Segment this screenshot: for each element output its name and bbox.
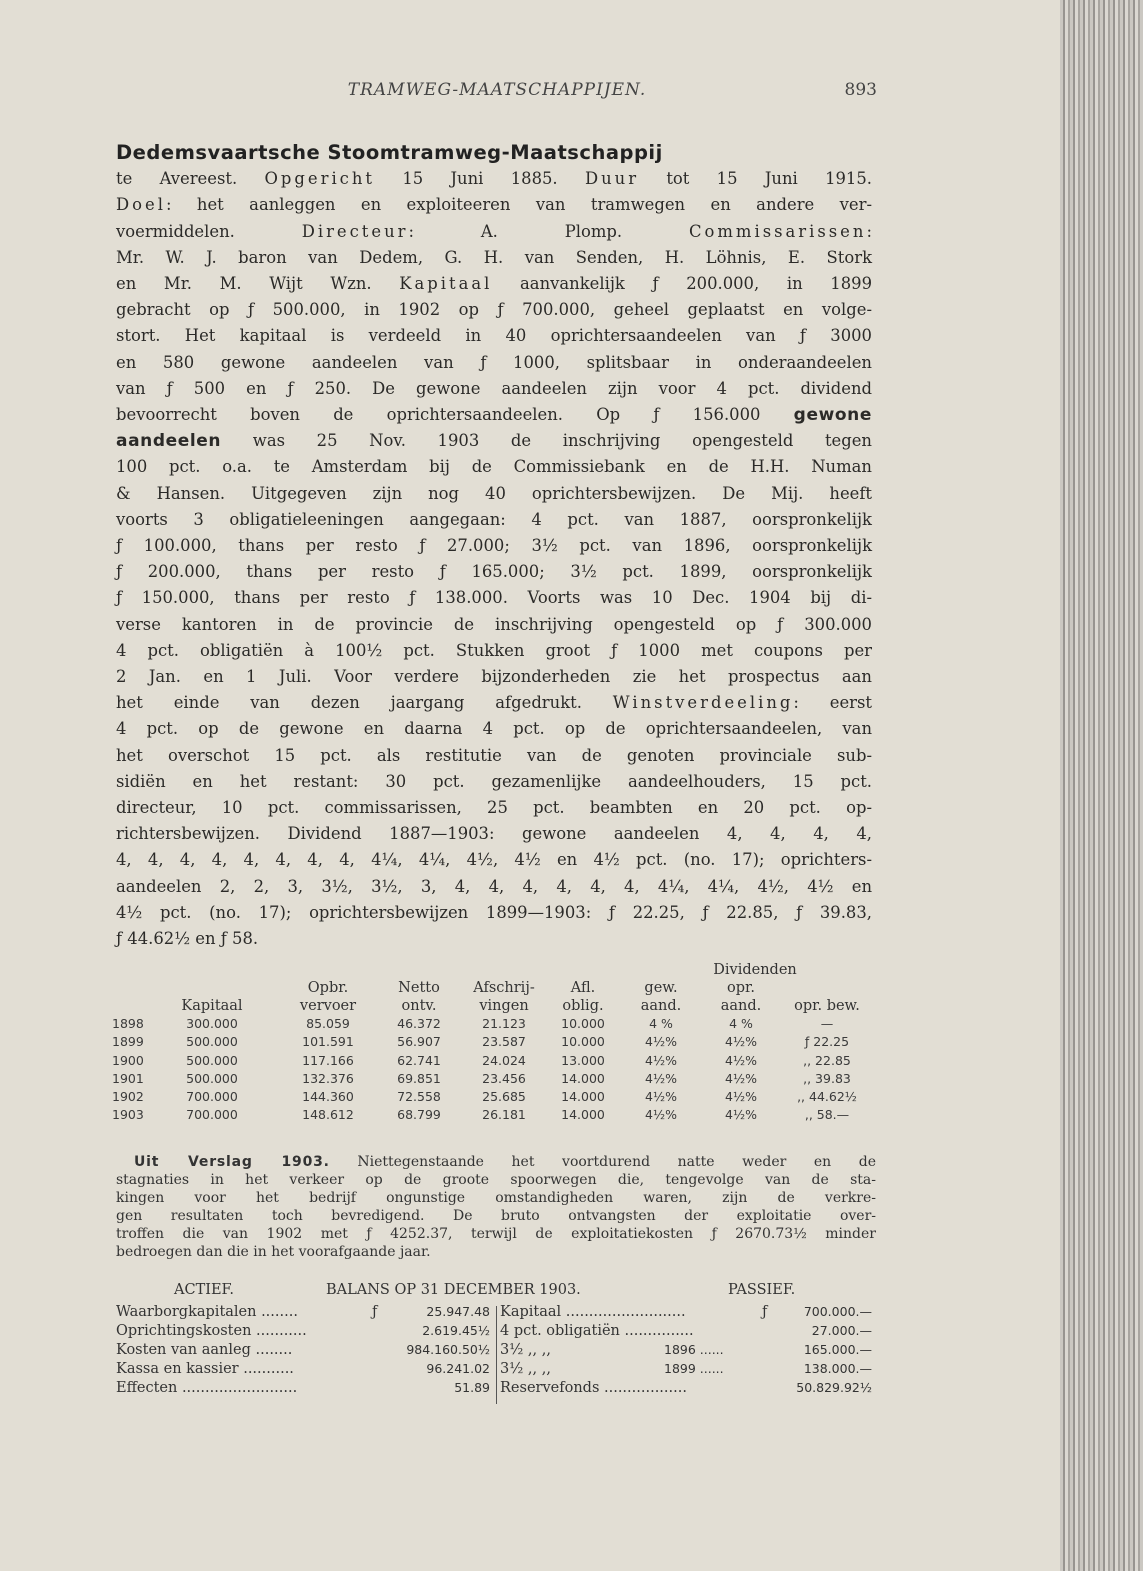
report-line: Uit Verslag 1903. Niettegenstaande het voortdurend natte weder en de [134, 1154, 877, 1170]
passief-item: Reservefonds .................. [500, 1380, 687, 1396]
row-year: 1901 [112, 1070, 144, 1086]
table-cell: 700.000 [186, 1107, 238, 1123]
text-line: bevoorrecht boven de oprichtersaandeelen. Op ƒ 156.000 gewone [116, 405, 872, 426]
text-line: richtersbewijzen. Dividend 1887—1903: gewone aandeelen 4, 4, 4, 4, [116, 824, 872, 844]
table-cell: 4½% [725, 1070, 757, 1086]
text-line: ƒ 44.62½ en ƒ 58. [116, 929, 259, 949]
table-cell: 62.741 [397, 1052, 441, 1068]
balance-row [116, 1304, 876, 1323]
row-year: 1898 [112, 1016, 144, 1031]
text-line: ƒ 150.000, thans per resto ƒ 138.000. Voorts was 10 Dec. 1904 bij di- [116, 588, 872, 608]
table-cell: 4½% [645, 1089, 677, 1105]
table-cell: 4½% [725, 1089, 757, 1105]
table-cell: 14.000 [561, 1070, 605, 1086]
actief-item: Kosten van aanleg ........ [116, 1342, 293, 1358]
passief-item: 3½ ,, ,, [500, 1342, 551, 1358]
column-header: vingen [479, 998, 529, 1014]
balance-header [116, 1282, 876, 1304]
table-cell: 23.456 [482, 1070, 526, 1086]
text-line: het einde van dezen jaargang afgedrukt. Winstverdeeling: eerst [116, 693, 872, 713]
table-cell: 101.591 [302, 1034, 354, 1050]
text-line: van ƒ 500 en ƒ 250. De gewone aandeelen zijn voor 4 pct. dividend [116, 378, 872, 398]
column-header: Netto [398, 980, 440, 996]
text-line: ƒ 200.000, thans per resto ƒ 165.000; 3½ pct. 1899, oorspronkelijk [116, 562, 872, 582]
text-line: 4 pct. obligatiën à 100½ pct. Stukken groot ƒ 1000 met coupons per [116, 640, 872, 660]
passief-year: 1896 ...... [664, 1342, 724, 1357]
column-header: opr. [727, 980, 755, 996]
passief-item: Kapitaal .......................... [500, 1304, 686, 1320]
table-cell: ,, 39.83 [803, 1070, 851, 1086]
table-cell: 148.612 [302, 1107, 354, 1123]
actief-value: 96.241.02 [426, 1361, 490, 1376]
table-cell: 23.587 [482, 1034, 526, 1050]
balance-row [116, 1323, 876, 1342]
passief-value: 50.829.92½ [796, 1380, 872, 1395]
text-line: & Hansen. Uitgegeven zijn nog 40 oprichtersbewijzen. De Mij. heeft [116, 483, 872, 503]
text-line: en 580 gewone aandeelen van ƒ 1000, splitsbaar in onderaandeelen [116, 352, 872, 372]
text-line: voorts 3 obligatieleeningen aangegaan: 4 pct. van 1887, oorspronkelijk [116, 509, 872, 529]
actief-item: Effecten ......................... [116, 1380, 298, 1396]
florin-sign: ƒ [372, 1304, 378, 1320]
column-header: vervoer [299, 998, 357, 1014]
table-row [112, 1107, 877, 1125]
table-cell: 4½% [725, 1034, 757, 1050]
report-line: troffen die van 1902 met ƒ 4252.37, terwijl de exploitatiekosten ƒ 2670.73½ minder [116, 1226, 876, 1242]
report-line: gen resultaten toch bevredigend. De bruto ontvangsten der exploitatie over- [116, 1208, 876, 1224]
table-cell: 69.851 [397, 1070, 441, 1086]
text-line: en Mr. M. Wijt Wzn. Kapitaal aanvankelijk ƒ 200.000, in 1899 [116, 274, 873, 294]
text-line: het overschot 15 pct. als restitutie van de genoten provinciale sub- [116, 745, 872, 765]
text-line: gebracht op ƒ 500.000, in 1902 op ƒ 700.000, geheel geplaatst en volge- [116, 300, 872, 320]
row-year: 1900 [112, 1052, 144, 1068]
table-cell: 4 % [729, 1016, 753, 1031]
actief-item: Kassa en kassier ........... [116, 1361, 294, 1377]
balance-title: BALANS OP 31 DECEMBER 1903. [326, 1282, 581, 1298]
text-line: Mr. W. J. baron van Dedem, G. H. van Senden, H. Löhnis, E. Stork [116, 247, 872, 267]
annual-report-excerpt [116, 1153, 876, 1261]
balance-sheet [116, 1282, 876, 1399]
passief-label: PASSIEF. [728, 1282, 796, 1298]
balance-row [116, 1361, 876, 1380]
table-cell: — [820, 1016, 834, 1031]
table-cell: 46.372 [397, 1016, 441, 1031]
actief-label: ACTIEF. [174, 1282, 234, 1298]
passief-item: 3½ ,, ,, [500, 1361, 551, 1377]
text-line: verse kantoren in de provincie de inschrijving opengesteld op ƒ 300.000 [116, 614, 872, 634]
running-title: TRAMWEG-MAATSCHAPPIJEN. [347, 80, 647, 100]
table-row [112, 1053, 877, 1071]
table-row [112, 1089, 877, 1107]
table-row [112, 1034, 877, 1052]
dividend-table [112, 962, 877, 1126]
table-cell: 68.799 [397, 1107, 441, 1123]
row-year: 1903 [112, 1107, 144, 1123]
column-header: aand. [720, 998, 762, 1014]
passief-value: 165.000.— [803, 1342, 872, 1357]
column-header: Opbr. [307, 980, 349, 996]
table-cell: 300.000 [186, 1016, 238, 1031]
passief-year: 1899 ...... [664, 1361, 724, 1376]
text-line: sidiën en het restant: 30 pct. gezamenlijke aandeelhouders, 15 pct. [116, 771, 872, 791]
text-line: voermiddelen. Directeur: A. Plomp. Commissarissen: [116, 221, 872, 241]
text-line: aandeelen was 25 Nov. 1903 de inschrijving opengesteld tegen [116, 431, 872, 452]
table-cell: 4½% [645, 1107, 677, 1123]
table-cell: 56.907 [397, 1034, 441, 1050]
dividends-group-header: Dividenden [713, 962, 797, 978]
table-cell: 25.685 [482, 1089, 526, 1105]
table-cell: 4½% [725, 1107, 757, 1123]
column-header: ontv. [401, 998, 437, 1014]
text-line: 4, 4, 4, 4, 4, 4, 4, 4, 4¼, 4¼, 4½, 4½ en 4½ pct. (no. 17); oprichters- [116, 850, 872, 870]
text-line: directeur, 10 pct. commissarissen, 25 pct. beambten en 20 pct. op- [116, 798, 872, 818]
column-header: Afschrij- [473, 980, 535, 996]
report-line: stagnaties in het verkeer op de groote spoorwegen die, tengevolge van de sta- [116, 1172, 876, 1188]
table-cell: 85.059 [306, 1016, 350, 1031]
text-line: Doel: het aanleggen en exploiteeren van tramwegen en andere ver- [116, 195, 872, 215]
report-line: bedroegen dan die in het voorafgaande jaar. [116, 1244, 431, 1260]
table-cell: 10.000 [561, 1016, 605, 1031]
table-cell: ƒ 22.25 [804, 1034, 850, 1050]
report-line: kingen voor het bedrijf ongunstige omstandigheden waren, zijn de verkre- [116, 1190, 876, 1206]
balance-row [116, 1342, 876, 1361]
florin-sign: ƒ [762, 1304, 768, 1320]
table-cell: 21.123 [482, 1016, 526, 1031]
text-line: 100 pct. o.a. te Amsterdam bij de Commissiebank en de H.H. Numan [116, 457, 872, 477]
text-line: 4½ pct. (no. 17); oprichtersbewijzen 1899—1903: ƒ 22.25, ƒ 22.85, ƒ 39.83, [116, 902, 872, 922]
text-line: 4 pct. op de gewone en daarna 4 pct. op de oprichtersaandeelen, van [116, 719, 872, 739]
row-year: 1899 [112, 1034, 144, 1050]
passief-value: 700.000.— [803, 1304, 872, 1319]
table-cell: 4½% [725, 1052, 757, 1068]
passief-item: 4 pct. obligatiën ............... [500, 1323, 694, 1339]
company-description [116, 140, 872, 952]
table-cell: 14.000 [561, 1089, 605, 1105]
table-cell: 4½% [645, 1070, 677, 1086]
report-lead: Uit Verslag 1903. [134, 1154, 330, 1170]
table-cell: ,, 58.— [804, 1107, 850, 1123]
text-line: te Avereest. Opgericht 15 Juni 1885. Duur tot 15 Juni 1915. [116, 169, 872, 189]
table-cell: 4½% [645, 1034, 677, 1050]
page-edge [1060, 0, 1143, 1571]
passief-value: 27.000.— [811, 1323, 872, 1338]
table-cell: 132.376 [302, 1070, 354, 1086]
actief-value: 984.160.50½ [406, 1342, 490, 1357]
table-cell: 26.181 [482, 1107, 526, 1123]
page-number: 893 [844, 80, 877, 100]
company-name: Dedemsvaartsche Stoomtramweg-Maatschappij [116, 141, 663, 164]
table-cell: 500.000 [186, 1052, 238, 1068]
column-header: gew. [644, 980, 678, 996]
table-row [112, 1071, 877, 1089]
column-header: aand. [640, 998, 682, 1014]
table-row [112, 1016, 877, 1034]
table-cell: 700.000 [186, 1089, 238, 1105]
balance-row [116, 1380, 876, 1399]
text-line: ƒ 100.000, thans per resto ƒ 27.000; 3½ pct. van 1896, oorspronkelijk [116, 536, 872, 556]
running-header [117, 80, 877, 108]
actief-value: 2.619.45½ [422, 1323, 490, 1338]
table-cell: 4½% [645, 1052, 677, 1068]
actief-item: Oprichtingskosten ........... [116, 1323, 307, 1339]
table-cell: 72.558 [397, 1089, 441, 1105]
table-cell: ,, 22.85 [803, 1052, 851, 1068]
actief-value: 51.89 [454, 1380, 490, 1395]
row-year: 1902 [112, 1089, 144, 1105]
column-header: Kapitaal [181, 998, 243, 1014]
table-cell: 24.024 [482, 1052, 526, 1068]
table-cell: 4 % [649, 1016, 673, 1031]
text-line: stort. Het kapitaal is verdeeld in 40 oprichtersaandeelen van ƒ 3000 [116, 326, 872, 346]
text-line: 2 Jan. en 1 Juli. Voor verdere bijzonderheden zie het prospectus aan [116, 667, 872, 687]
actief-item: Waarborgkapitalen ........ [116, 1304, 298, 1320]
table-cell: 10.000 [561, 1034, 605, 1050]
column-header: Afl. [570, 980, 596, 996]
table-cell: ,, 44.62½ [797, 1089, 857, 1105]
table-cell: 13.000 [561, 1052, 605, 1068]
table-cell: 500.000 [186, 1034, 238, 1050]
table-cell: 144.360 [302, 1089, 354, 1105]
column-header: oblig. [562, 998, 604, 1014]
table-cell: 500.000 [186, 1070, 238, 1086]
table-cell: 117.166 [302, 1052, 354, 1068]
actief-value: 25.947.48 [426, 1304, 490, 1319]
text-line: aandeelen 2, 2, 3, 3½, 3½, 3, 4, 4, 4, 4, 4, 4, 4¼, 4¼, 4½, 4½ en [116, 876, 872, 896]
column-header: opr. bew. [794, 998, 860, 1014]
passief-value: 138.000.— [803, 1361, 872, 1376]
table-cell: 14.000 [561, 1107, 605, 1123]
